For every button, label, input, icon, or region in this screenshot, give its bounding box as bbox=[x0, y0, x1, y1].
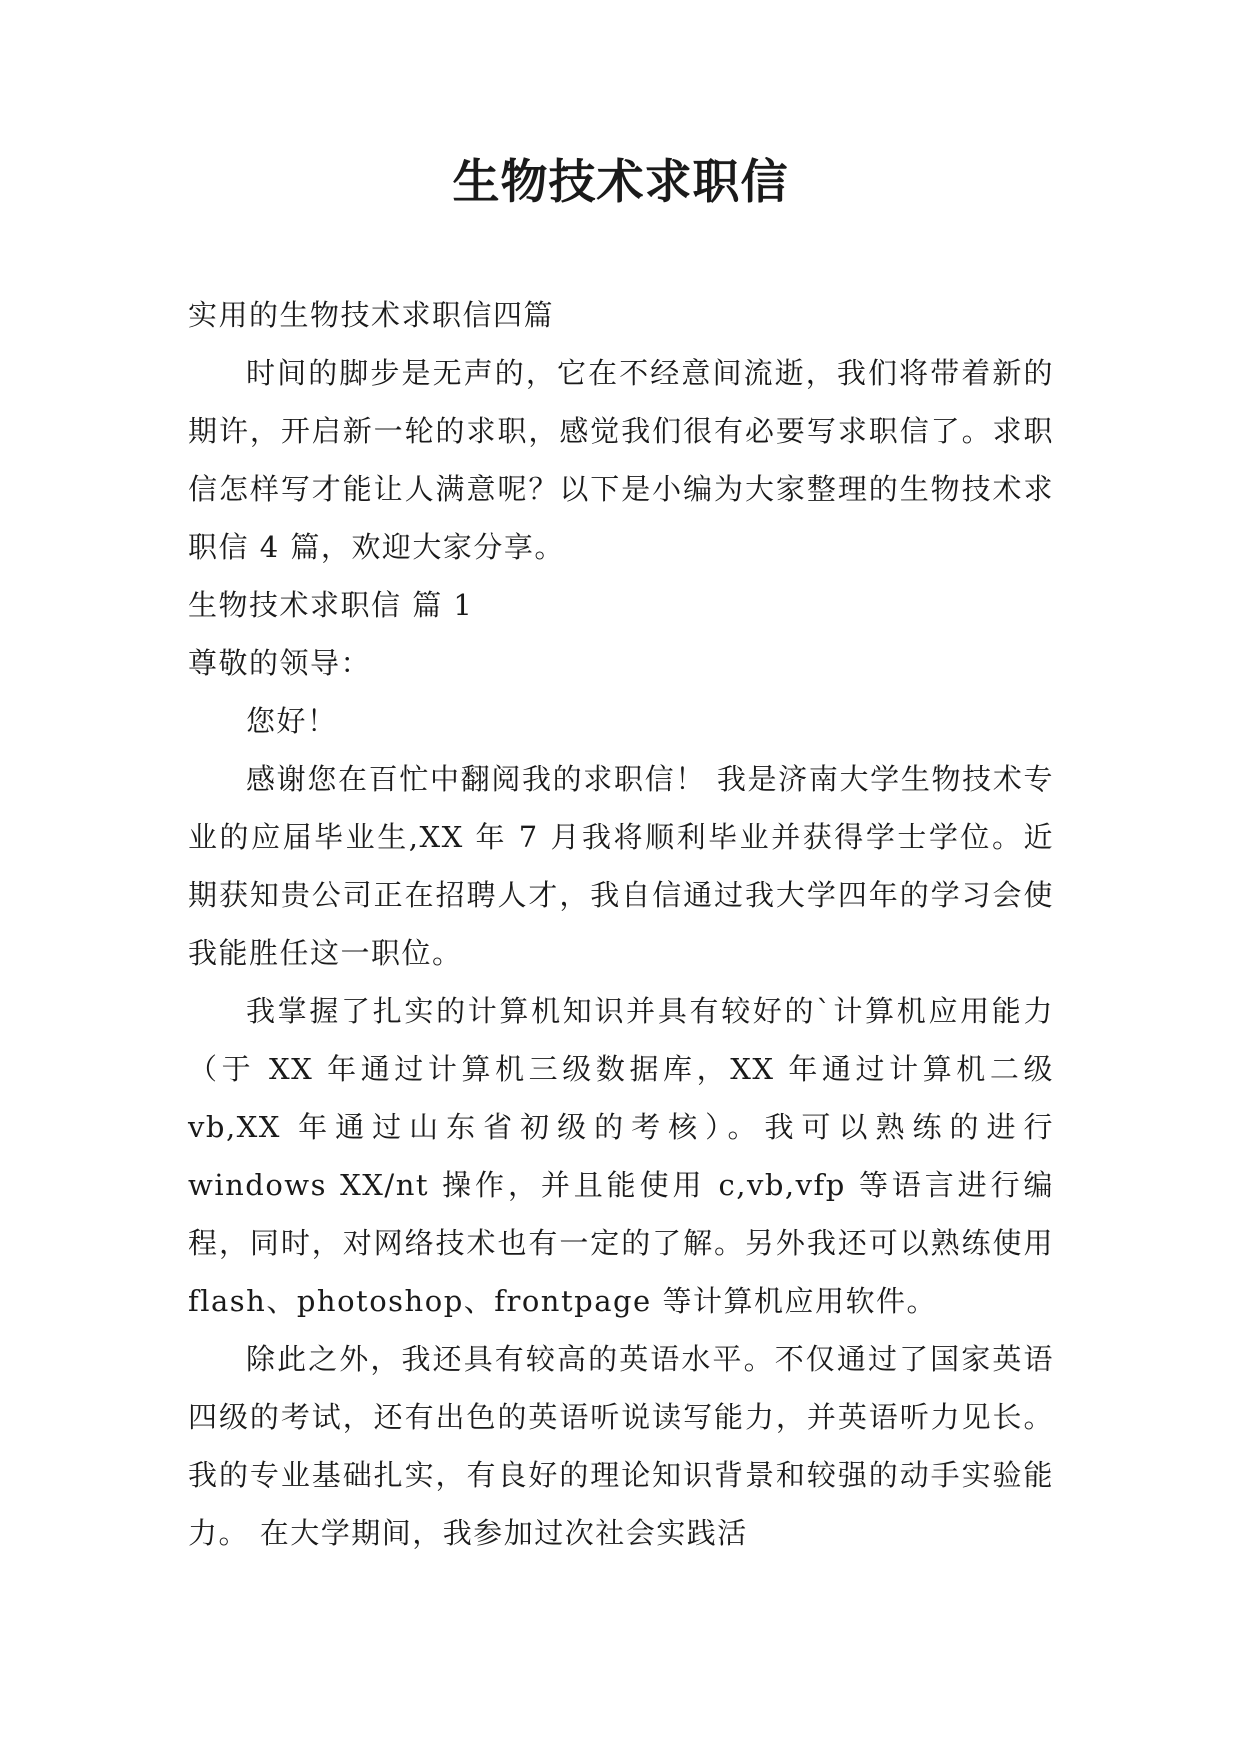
document-title: 生物技术求职信 bbox=[452, 155, 789, 210]
salutation: 尊敬的领导： bbox=[188, 646, 372, 680]
body-paragraph: 我掌握了扎实的计算机知识并具有较好的`计算机应用能力（于 XX 年通过计算机三级数据库，XX 年通过计算机二级 vb,XX 年通过山东省初级的考核）。我可以熟练的进行 windows XX/nt 操作，并且能使用 c,vb,vfp 等语言进行编程，同时，对网络技术也有一定的了解。另外我还可以熟练使用 flash、photoshop、frontpage 等计算机应用软件。 bbox=[188, 994, 1054, 1318]
body-paragraph: 除此之外，我还具有较高的英语水平。不仅通过了国家英语四级的考试，还有出色的英语听说读写能力，并英语听力见长。 我的专业基础扎实，有良好的理论知识背景和较强的动手实验能力。 在大学期间，我参加过次社会实践活 bbox=[188, 1342, 1054, 1550]
section-heading: 生物技术求职信 篇 1 bbox=[188, 588, 474, 622]
intro-paragraph: 时间的脚步是无声的，它在不经意间流逝，我们将带着新的期许，开启新一轮的求职，感觉我们很有必要写求职信了。求职信怎样写才能让人满意呢？以下是小编为大家整理的生物技术求职信 4 篇，欢迎大家分享。 bbox=[188, 356, 1054, 564]
greeting: 您好！ bbox=[246, 704, 338, 738]
body-paragraph: 感谢您在百忙中翻阅我的求职信！ 我是济南大学生物技术专业的应届毕业生,XX 年 7 月我将顺利毕业并获得学士学位。近期获知贵公司正在招聘人才，我自信通过我大学四年的学习会使我能胜任这一职位。 bbox=[188, 762, 1054, 970]
document-subtitle: 实用的生物技术求职信四篇 bbox=[188, 298, 555, 332]
document-body bbox=[188, 286, 1054, 1562]
